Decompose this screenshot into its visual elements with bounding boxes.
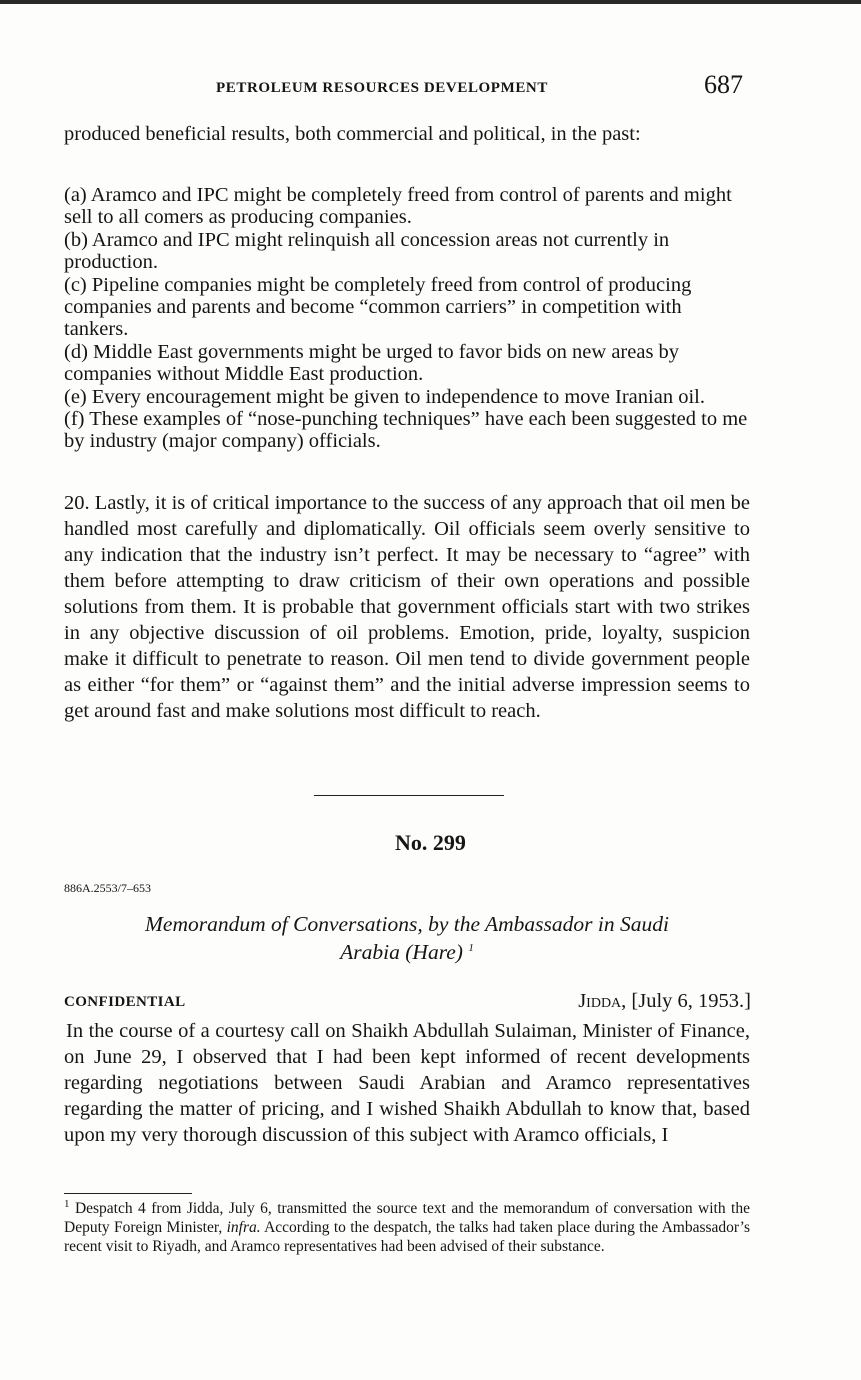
footnote [64, 1199, 750, 1256]
classification-label: CONFIDENTIAL [64, 994, 186, 1010]
list-item: (b) Aramco and IPC might relinquish all concession areas not currently in production. [64, 228, 670, 274]
list-item: (f) These examples of “nose-punching techniques” have each been suggested to me by industry (major company) officials. [64, 408, 748, 453]
intro-paragraph: produced beneficial results, both commercial and political, in the past: [64, 123, 641, 145]
list-item: (e) Every encouragement might be given to independence to move Iranian oil. [64, 385, 705, 408]
option-list [64, 184, 750, 453]
footnote-italic: infra. [226, 1219, 261, 1236]
memo-text: In the course of a courtesy call on Shaikh Abdullah Sulaiman, Minister of Finance, on June 29, I observed that I had been kept informed of recent developments regarding negotiations between Saudi Arabian and Aramco representatives regarding the matter of pricing, and I wished Shaikh Abdullah to know that, based upon my very thorough discussion of this subject with Aramco officials, I [64, 1020, 750, 1146]
page-number: 687 [704, 70, 743, 99]
document-number: No. 299 [395, 830, 466, 855]
footnote-text-2: According to the despatch, the talks had taken place during the Ambassador’s recent visit to Riyadh, and Aramco representatives had been advised of their substance. [64, 1219, 750, 1255]
footnote-text-1: Despatch 4 from Jidda, July 6, transmitted the source text and the memorandum of conversation with the Deputy Foreign Minister, [64, 1200, 750, 1236]
footnote-rule [64, 1193, 192, 1194]
title-line-1: Memorandum of Conversations, by the Ambassador in Saudi [145, 912, 669, 936]
footnote-mark: 1 [64, 1197, 70, 1210]
title-line-2: Arabia (Hare) [340, 940, 463, 964]
list-item: (a) Aramco and IPC might be completely freed from control of parents and might sell to all comers as producing companies. [64, 184, 732, 229]
title-footnote-mark: 1 [468, 941, 474, 954]
section-divider [314, 795, 504, 796]
date: , [July 6, 1953.] [621, 990, 751, 1012]
list-item: (c) Pipeline companies might be completely freed from control of producing companies and parents and become “common carriers” in competition with tankers. [64, 273, 692, 341]
place-and-date [578, 990, 751, 1013]
running-header: PETROLEUM RESOURCES DEVELOPMENT [216, 80, 548, 96]
top-border [0, 0, 861, 4]
document-title [64, 910, 750, 966]
paragraph-20: 20. Lastly, it is of critical importance to the success of any approach that oil men be handled most carefully and diplomatically. Oil officials seem overly sensitive to any indication that the industry isn’t perfect. It may be necessary to “agree” with them before attempting to draw criticism of their own operations and possible solutions from them. It is probable that government officials start with two strikes in any objective discussion of oil problems. Emotion, pride, loyalty, suspicion make it difficult to penetrate to reason. Oil men tend to divide government people as either “for them” or “against them” and the initial adverse impression seems to get around fast and make solutions most difficult to reach. [64, 492, 750, 722]
place: Jidda [578, 990, 622, 1012]
file-reference: 886A.2553/7–653 [64, 881, 151, 895]
list-item: (d) Middle East governments might be urged to favor bids on new areas by companies without Middle East production. [64, 340, 680, 386]
